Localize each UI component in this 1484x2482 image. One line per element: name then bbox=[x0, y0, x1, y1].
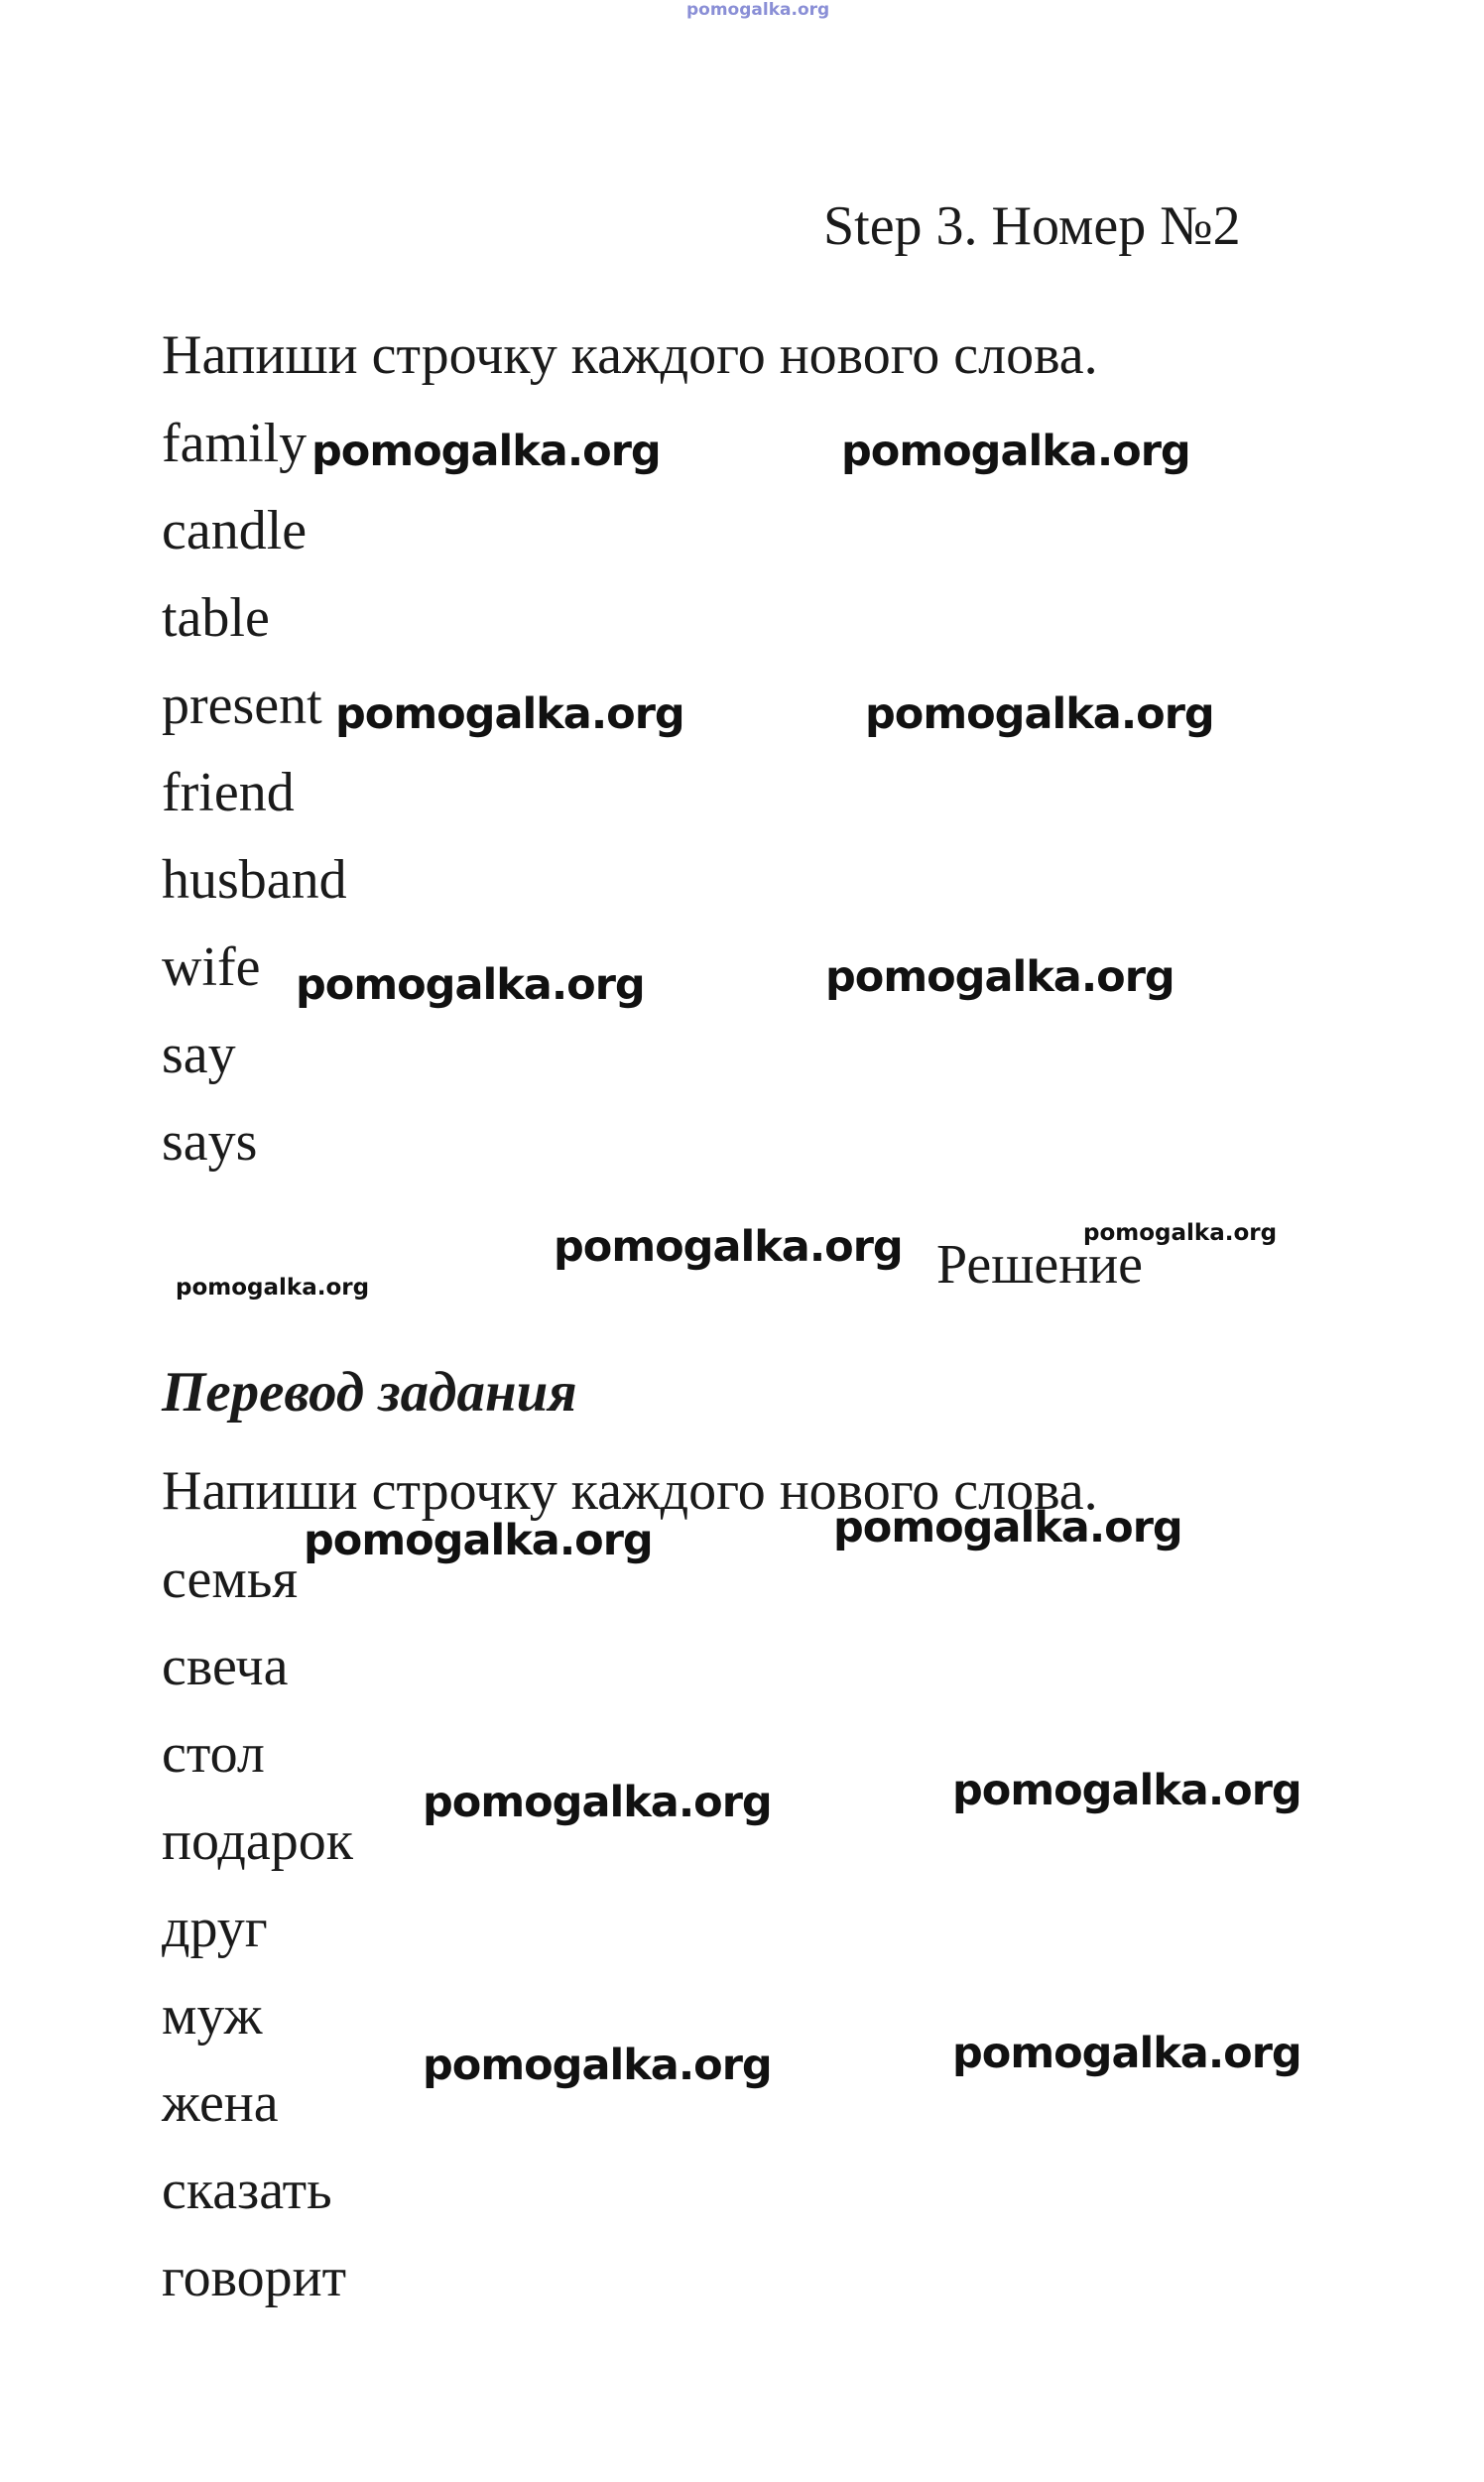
solution-label: Решение bbox=[936, 1234, 1144, 1296]
word-item: друг bbox=[162, 1898, 268, 1959]
word-item: says bbox=[162, 1111, 258, 1173]
instruction-original: Напиши строчку каждого нового слова. bbox=[162, 324, 1098, 386]
word-item: wife bbox=[162, 936, 261, 998]
word-item: table bbox=[162, 587, 270, 649]
instruction-translation: Напиши строчку каждого нового слова. bbox=[162, 1460, 1098, 1522]
watermark: pomogalka.org bbox=[841, 427, 1190, 476]
watermark: pomogalka.org bbox=[1083, 1220, 1278, 1246]
russian-word-list bbox=[162, 1536, 353, 2321]
watermark: pomogalka.org bbox=[833, 1503, 1182, 1552]
english-word-list bbox=[162, 400, 347, 1185]
page-title: Step 3. Номер №2 bbox=[823, 195, 1241, 257]
word-item: say bbox=[162, 1024, 236, 1085]
word-item: муж bbox=[162, 1985, 263, 2047]
site-header-watermark: pomogalka.org bbox=[686, 0, 830, 20]
word-item: friend bbox=[162, 762, 295, 823]
watermark: pomogalka.org bbox=[296, 960, 645, 1010]
word-item: family bbox=[162, 413, 308, 474]
watermark: pomogalka.org bbox=[311, 427, 661, 476]
word-item: husband bbox=[162, 849, 347, 911]
word-item: стол bbox=[162, 1723, 265, 1785]
watermark: pomogalka.org bbox=[304, 1516, 653, 1565]
word-item: говорит bbox=[162, 2247, 347, 2308]
word-item: жена bbox=[162, 2072, 279, 2134]
watermark: pomogalka.org bbox=[554, 1222, 903, 1272]
watermark: pomogalka.org bbox=[335, 689, 684, 739]
watermark: pomogalka.org bbox=[423, 1778, 772, 1827]
translation-section-title: Перевод задания bbox=[162, 1361, 577, 1424]
word-item: candle bbox=[162, 500, 308, 561]
word-item: семья bbox=[162, 1549, 299, 1610]
word-item: подарок bbox=[162, 1810, 353, 1872]
watermark: pomogalka.org bbox=[952, 2029, 1301, 2078]
word-item: свеча bbox=[162, 1636, 289, 1697]
word-item: сказать bbox=[162, 2160, 332, 2221]
watermark: pomogalka.org bbox=[423, 2041, 772, 2090]
word-item: present bbox=[162, 675, 322, 736]
watermark: pomogalka.org bbox=[865, 689, 1214, 739]
watermark: pomogalka.org bbox=[952, 1766, 1301, 1815]
watermark: pomogalka.org bbox=[176, 1275, 370, 1301]
watermark: pomogalka.org bbox=[825, 952, 1175, 1002]
